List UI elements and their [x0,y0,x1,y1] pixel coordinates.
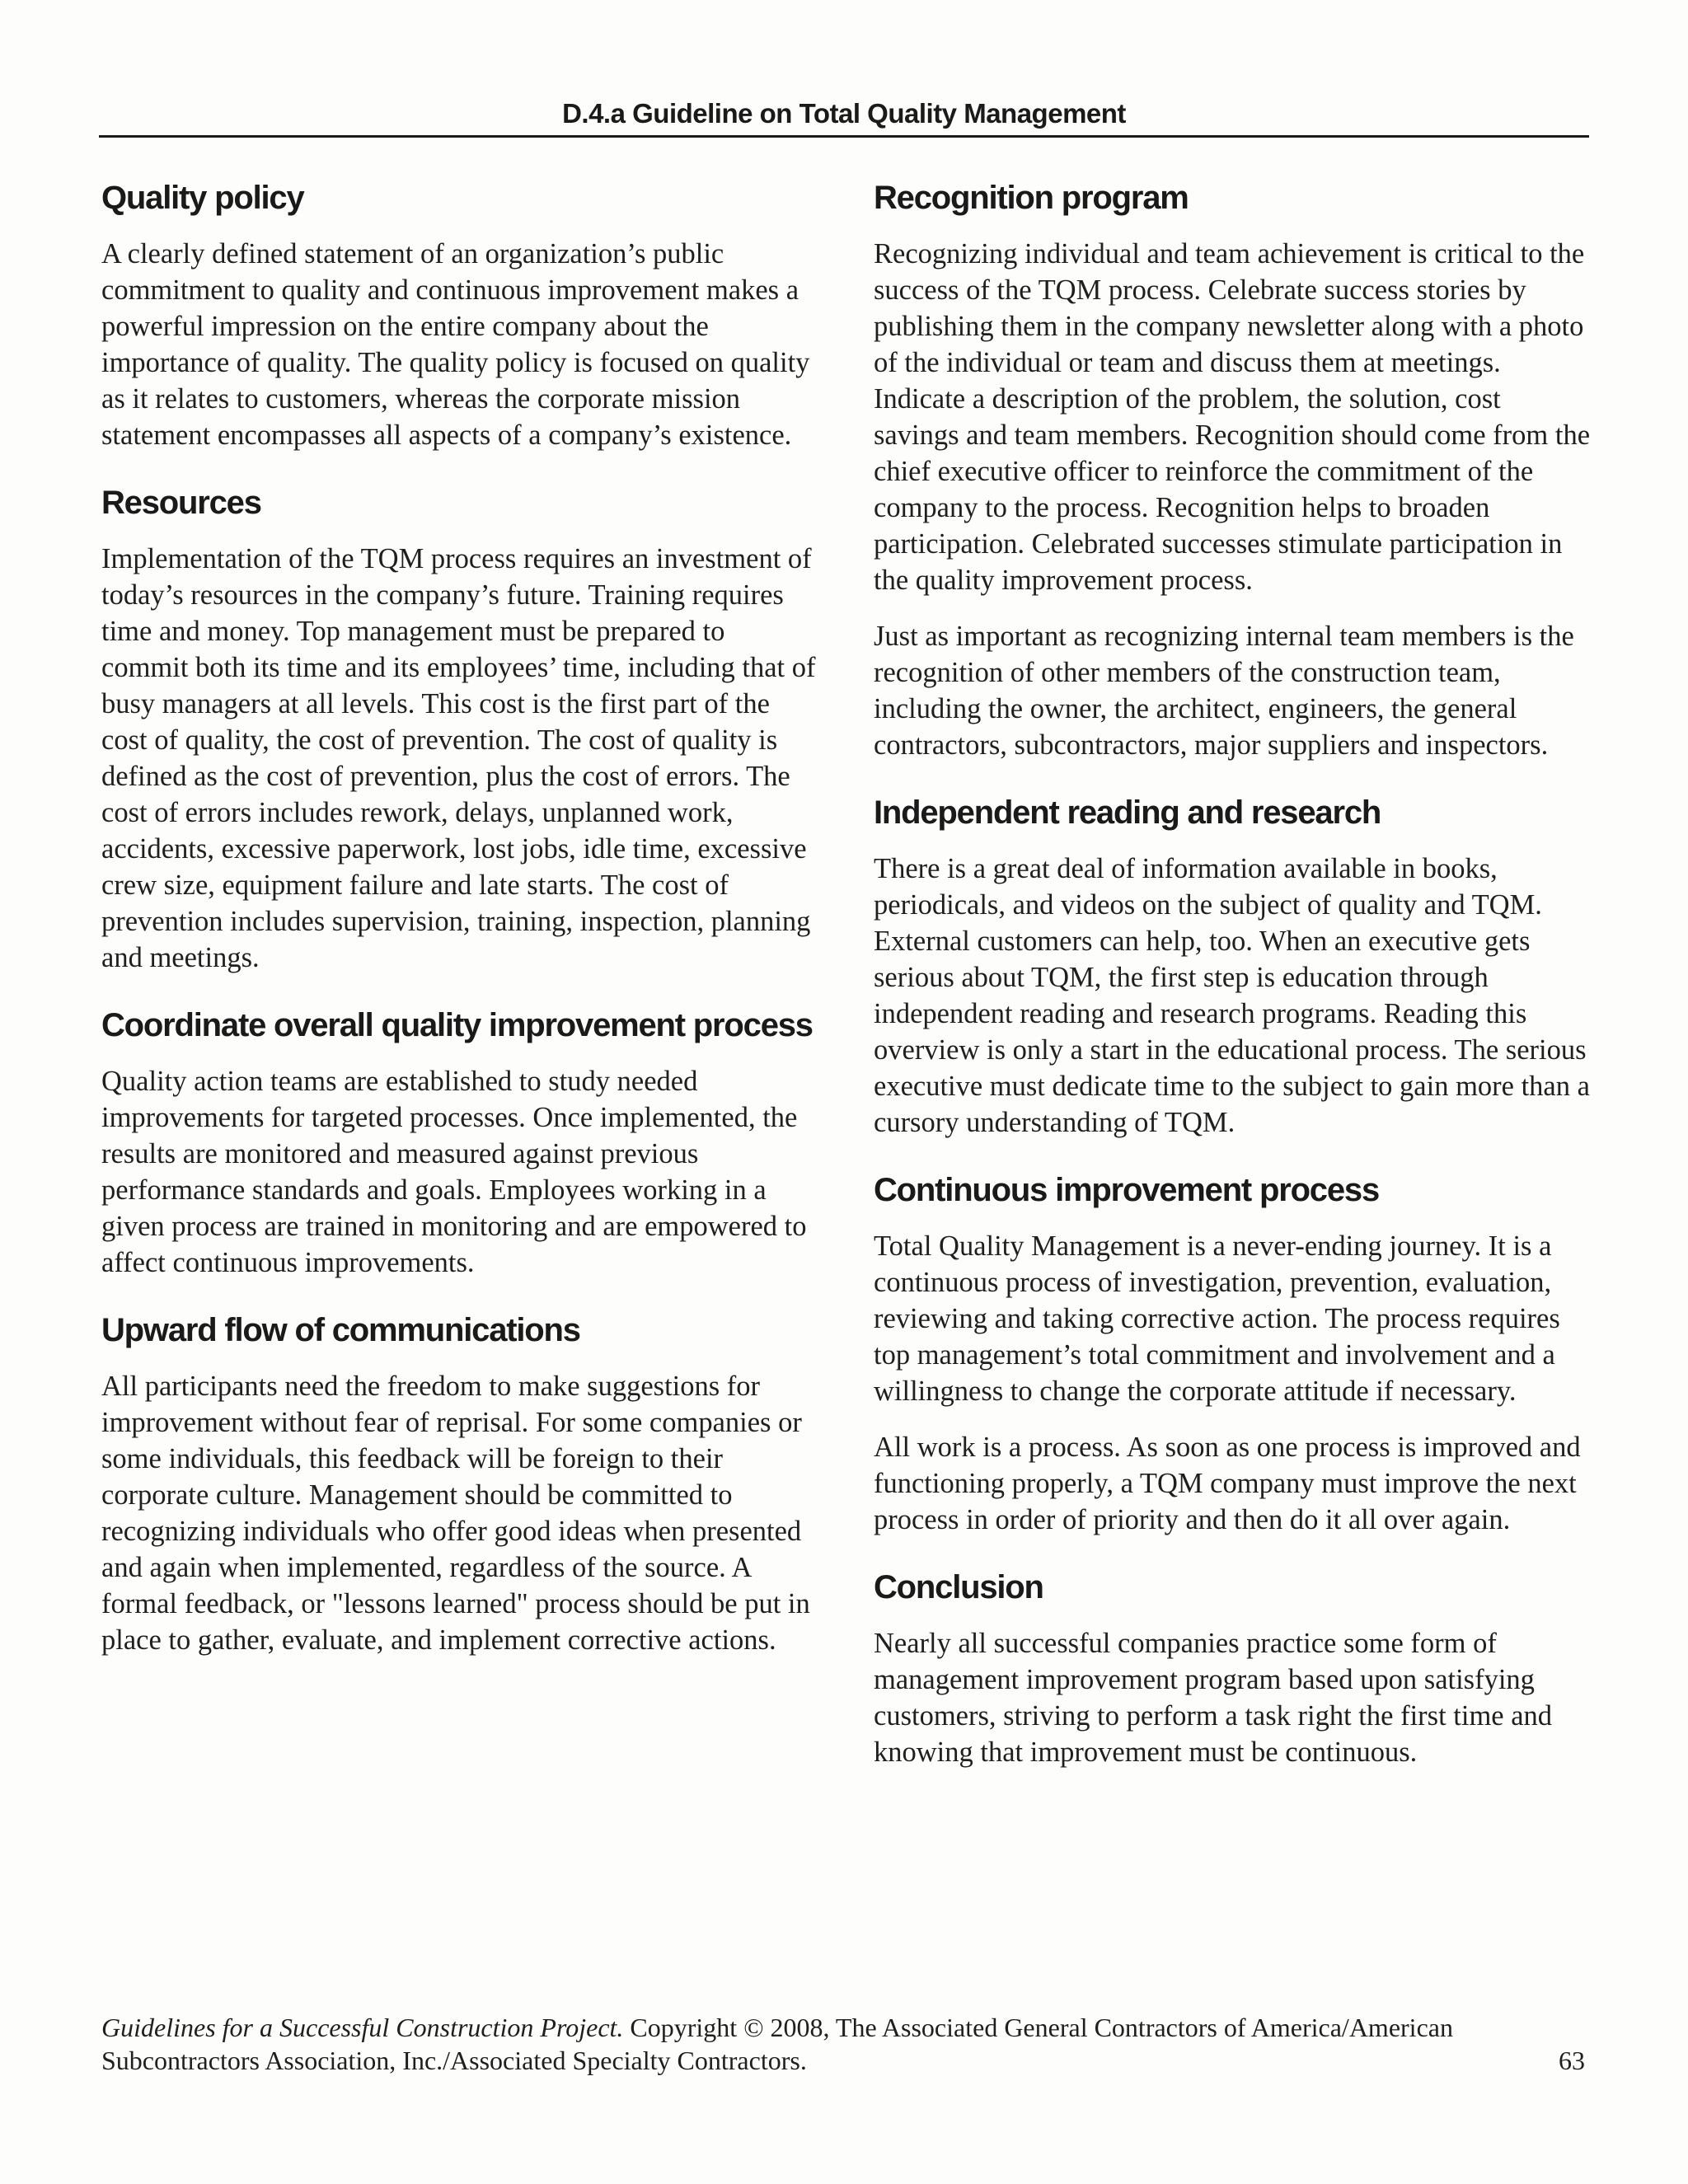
section-heading: Resources [101,485,261,521]
section-heading: Coordinate overall quality improvement process [101,1007,813,1043]
left-column [101,175,818,1685]
section-heading: Independent reading and research [874,794,1381,831]
section-heading: Conclusion [874,1569,1043,1605]
section-heading: Upward flow of communications [101,1312,580,1348]
footer-line-1 [101,2011,1585,2044]
section-independent-reading [874,790,1591,1141]
running-header-title: D.4.a Guideline on Total Quality Management [562,98,1126,129]
section-conclusion [874,1564,1591,1770]
paragraph: Just as important as recognizing internal team members is the recognition of other members of the construction team, including the owner, the architect, engineers, the general contractors, subcontractors, major suppliers and inspectors. [874,621,1574,761]
paragraph: All work is a process. As soon as one process is improved and functioning properly, a TQM company must improve the next process in order of priority and then do it all over again. [874,1432,1581,1535]
paragraph: A clearly defined statement of an organization’s public commitment to quality and continuous improvement makes a powerful impression on the entire company about the importance of quality. The quality policy is focused on quality as it relates to customers, whereas the corporate mission statement encompasses all aspects of a company’s existence. [101,238,810,451]
publication-title: Guidelines for a Successful Construction Project. [101,2013,624,2042]
section-recognition [874,175,1591,763]
section-heading: Continuous improvement process [874,1172,1379,1208]
paragraph: Recognizing individual and team achievement is critical to the success of the TQM process. Celebrate success stories by publishing them in the company newsletter along with a photo of the individual or team and discuss them at meetings. Indicate a description of the problem, the solution, cost savings and team members. Recognition should come from the chief executive officer to reinforce the commitment of the company to the process. Recognition helps to broaden participation. Celebrated successes stimulate participation in the quality improvement process. [874,238,1591,596]
section-heading: Recognition program [874,180,1189,216]
paragraph: Total Quality Management is a never-ending journey. It is a continuous process of investigation, prevention, evaluation, reviewing and taking corrective action. The process requires top management’s total commitment and involvement and a willingness to change the corporate attitude if necessary. [874,1230,1560,1407]
section-heading: Quality policy [101,180,304,216]
paragraph: All participants need the freedom to make suggestions for improvement without fear of reprisal. For some companies or some individuals, this feedback will be foreign to their corporate culture. Management should be committed to recognizing individuals who offer good ideas when presented and again when implemented, regardless of the source. A formal feedback, or "lessons learned" process should be put in place to gather, evaluate, and implement corrective actions. [101,1371,810,1656]
running-header [99,92,1589,138]
paragraph: Implementation of the TQM process requires an investment of today’s resources in the company’s future. Training requires time and money. Top management must be prepared to commit both its time and its employees’ time, including that of busy managers at all levels. This cost is the first part of the cost of quality, the cost of prevention. The cost of quality is defined as the cost of prevention, plus the cost of errors. The cost of errors includes rework, delays, unplanned work, accidents, excessive paperwork, lost jobs, idle time, excessive crew size, equipment failure and late starts. The cost of prevention includes supervision, training, inspection, planning and meetings. [101,543,816,973]
page-footer [101,2011,1585,2077]
paragraph: Quality action teams are established to study needed improvements for targeted processes. Once implemented, the results are monitored and measured against previous performance standards and goals. Employees working in a given process are trained in monitoring and are empowered to affect continuous improvements. [101,1066,807,1278]
copyright-text: Copyright © 2008, The Associated General Contractors of America/American [623,2013,1453,2042]
right-column [874,175,1591,1797]
page-number: 63 [1559,2046,1585,2075]
paragraph: Nearly all successful companies practice some form of management improvement program based upon satisfying customers, striving to perform a task right the first time and knowing that improvement must be continuous. [874,1628,1553,1768]
section-resources [101,480,818,976]
section-quality-policy [101,175,818,453]
section-upward-flow [101,1307,818,1658]
section-coordinate [101,1002,818,1281]
footer-line-2: Subcontractors Association, Inc./Associated Specialty Contractors. [101,2046,807,2075]
paragraph: There is a great deal of information available in books, periodicals, and videos on the subject of quality and TQM. External customers can help, too. When an executive gets serious about TQM, the first step is education through independent reading and research programs. Reading this overview is only a start in the educational process. The serious executive must dedicate time to the subject to gain more than a cursory understanding of TQM. [874,853,1590,1138]
section-continuous-improvement [874,1167,1591,1538]
